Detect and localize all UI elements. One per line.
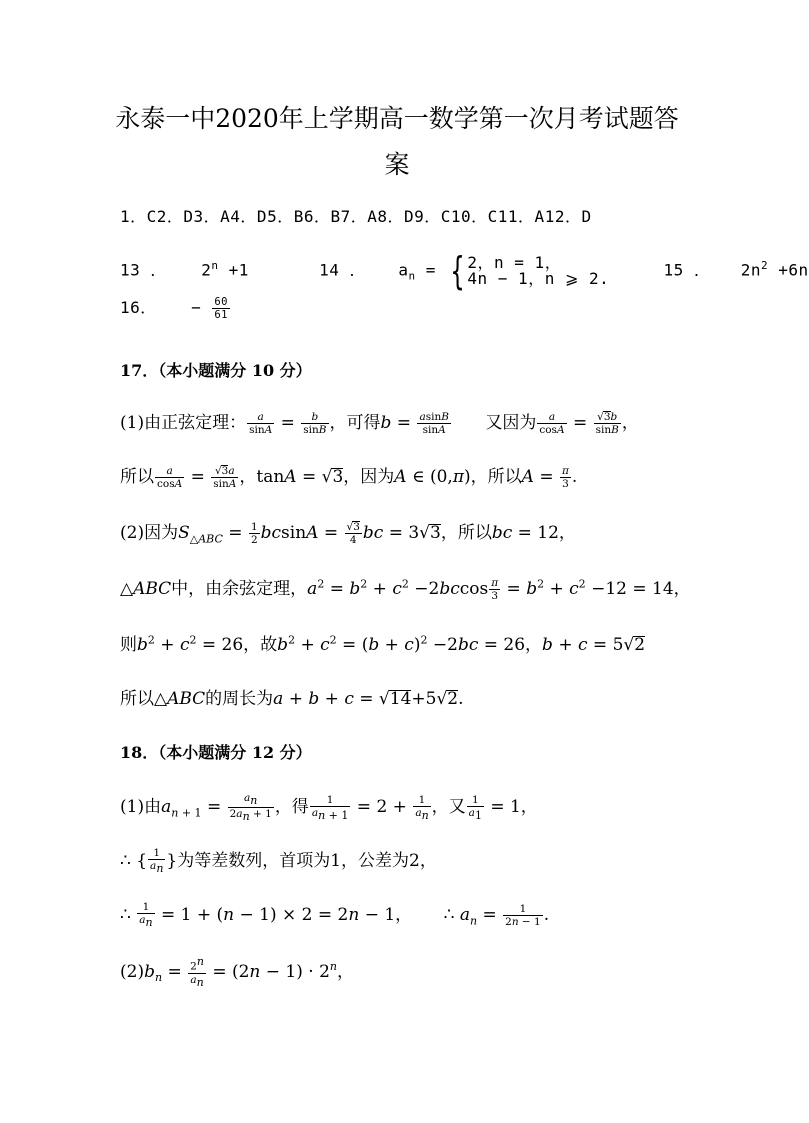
title-line-1: 永泰一中2020年上学期高一数学第一次月考试题答 — [115, 104, 679, 133]
title-line-2: 案 — [384, 150, 410, 179]
q16-sign: − — [191, 298, 202, 317]
q15-a: 2n — [740, 260, 761, 280]
q13-base: 2 — [201, 260, 212, 280]
q16-label: 16． — [120, 298, 157, 317]
q14-brace: { — [450, 249, 465, 293]
q18-line-3: ∴ $\frac{1}{a_n}$ = 1 + (n − 1) × 2 = 2n − 1， ∴ $a_n$ = $\frac{1}{2n - 1}$ . — [120, 901, 550, 930]
q18-heading: 18．（本小题满分 12 分） — [120, 743, 312, 762]
q14-sub: n — [408, 269, 416, 283]
q14-lhs: a — [398, 260, 409, 280]
q17-line-6: 所以△ABC的周长为a + b + c = √14+5√2. — [120, 689, 464, 709]
q14-cases — [467, 255, 609, 287]
q17-line-5: 则$b^2 + c^2 = 26$，故$b^2 + c^2 = (b + c)^2 -2bc = 26$，b + c = 5√2 — [120, 633, 646, 655]
q15-b: +6n — [768, 260, 809, 280]
q13-rest: +1 — [218, 260, 249, 280]
q17-line-1: (1)由正弦定理： $\frac{a}{\sin A}$ = $\frac{b}{\sin B}$ ，可得b = $\frac{asinB}{\sin A}$ 又因为 $\frac{a}{\cos A}$ = $\frac{√3b}{\sin B}$ ， — [120, 410, 639, 436]
q17-line-4: △ABC中，由余弦定理，$a^2 = b^2 + c^2 -2bccos$ $\frac{\pi}{3}$ = $b^2 + c^2 -12 = 14$， — [120, 577, 691, 602]
q14-label: 14 ． — [319, 260, 367, 280]
q17-line-2: 所以 $\frac{a}{\cos A}$ = $\frac{√3a}{\sin A}$ ，tanA = √3，因为A ∈ (0,π)，所以A = $\frac{\pi}{3}$ . — [120, 464, 578, 490]
choice-answers: 1．C2．D3．A4．D5．B6．B7．A8．D9．C10．C11．A12．D — [120, 207, 592, 226]
document-title — [100, 96, 694, 188]
q14-case-2: 4n − 1，n ⩾ 2. — [467, 269, 610, 288]
q14-eq: = — [415, 260, 436, 280]
q18-line-1: (1)由$a_{n + 1}$ = $\frac{a_n}{2a_n + 1}$ ，得 $\frac{1}{a_{n + 1}}$ = 2 + $\frac{1}{a_n}$ ，又 $\frac{1}{a_1}$ = 1， — [120, 792, 538, 824]
q17-heading: 17．（本小题满分 10 分） — [120, 361, 312, 380]
q18-line-4: $(2)b_n$ = $\frac{2^n}{a_n}$ = $(2n - 1) \cdot 2^n$， — [120, 955, 354, 989]
q17-line-3: (2)因为$S_{\triangle ABC}$ = $\frac{1}{2}$ bcsinA = $\frac{√3}{4}$ bc = 3√3，所以bc = 12， — [120, 520, 576, 546]
q13-label: 13 ． — [120, 260, 167, 280]
fill-answer-16 — [120, 295, 231, 321]
q13-exponent: n — [211, 259, 219, 273]
q16-fraction: $\frac{60}{61}$ — [214, 296, 228, 321]
q14-case-1: 2，n = 1， — [467, 253, 562, 272]
q18-line-2: ∴ { $\frac{1}{a_n}$ }为等差数列，首项为1，公差为2， — [120, 847, 437, 876]
q15-label: 15 ． — [663, 260, 711, 280]
fill-answers-13-15 — [120, 249, 809, 293]
q15-exponent: 2 — [761, 259, 769, 273]
